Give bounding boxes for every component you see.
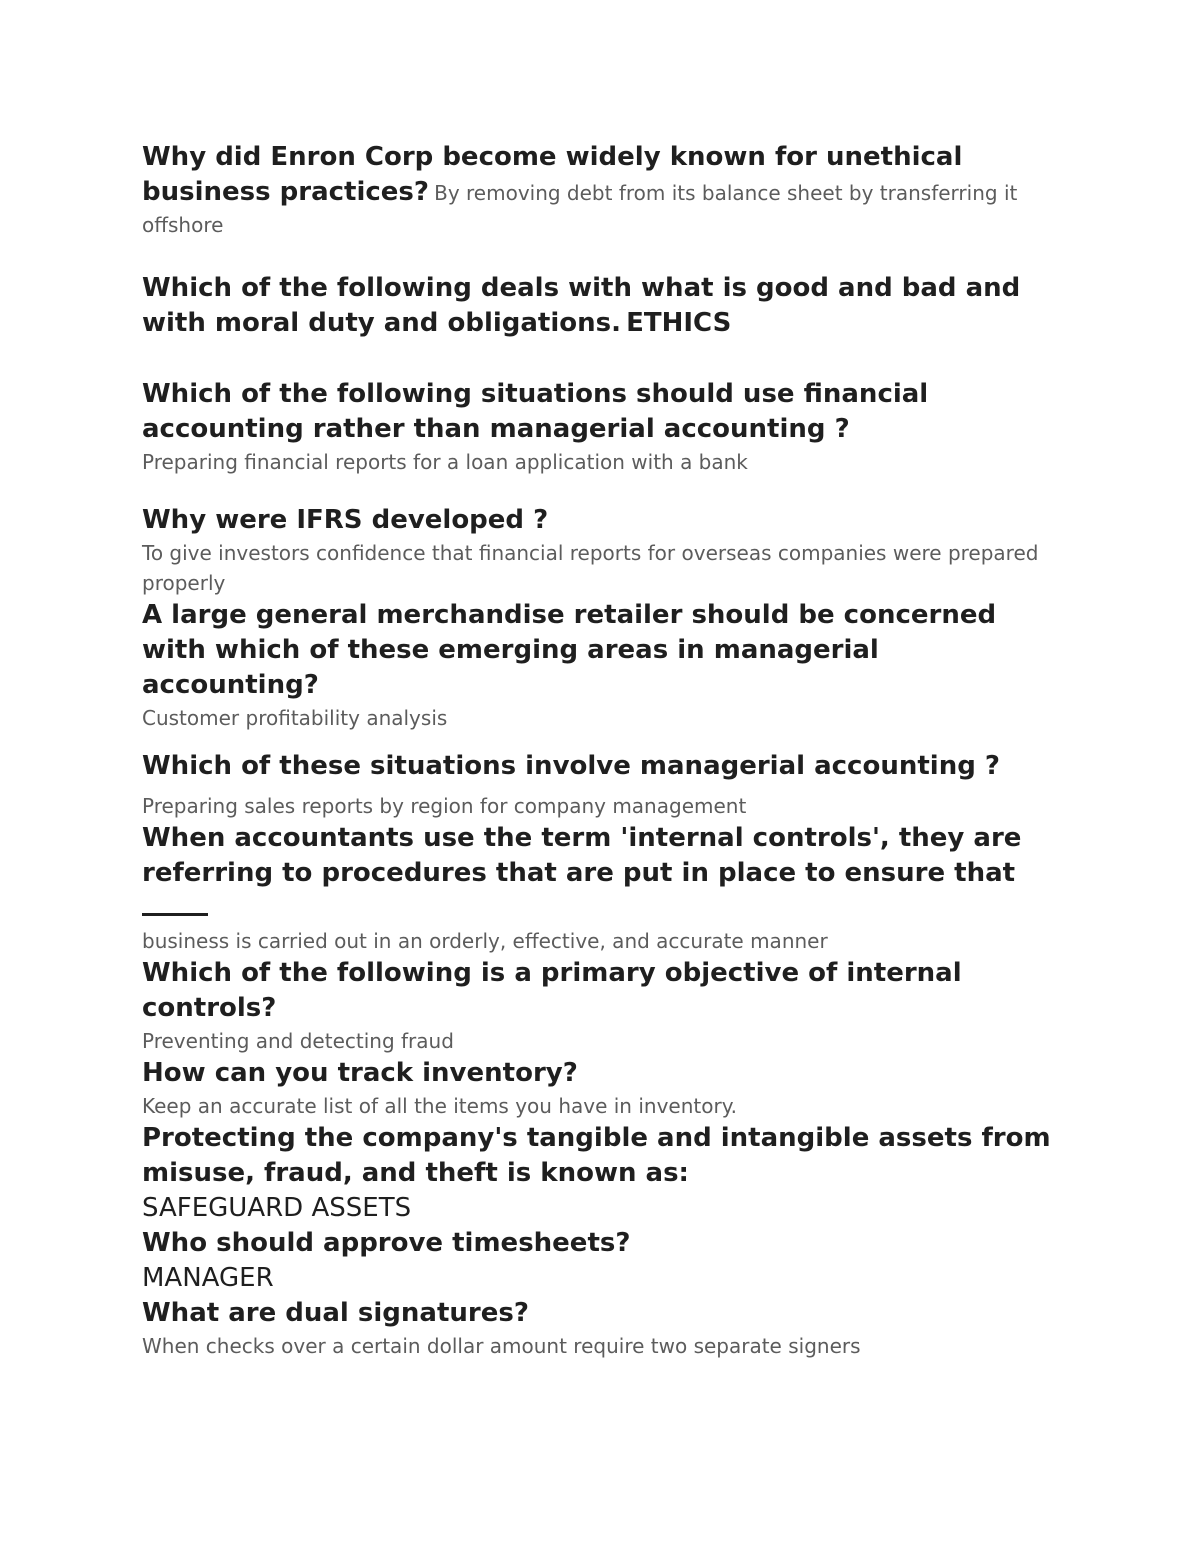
answer-text: Preventing and detecting fraud (142, 1029, 454, 1053)
answer-text: When checks over a certain dollar amount require two separate signers (142, 1334, 861, 1358)
question-text: Why were IFRS developed ? (142, 505, 549, 535)
question-text: Which of the following deals with what is good and bad and with moral duty and obligations. (142, 273, 1021, 338)
qa-item (142, 598, 1062, 733)
question-text: Who should approve timesheets? (142, 1228, 631, 1258)
qa-item (142, 1121, 1062, 1226)
qa-item (142, 271, 1062, 341)
answer-text: Keep an accurate list of all the items you have in inventory. (142, 1094, 738, 1118)
qa-item (142, 503, 1062, 598)
answer-text: SAFEGUARD ASSETS (142, 1193, 412, 1223)
qa-item (142, 1296, 1062, 1361)
blank-underline (142, 913, 208, 916)
answer-text: ETHICS (626, 308, 732, 338)
qa-item (142, 821, 1062, 956)
question-text: Which of the following is a primary objective of internal controls? (142, 958, 962, 1023)
qa-item (142, 1056, 1062, 1121)
document-page (142, 140, 1062, 1361)
question-text: Which of the following situations should use financial accounting rather than managerial accounting ? (142, 379, 929, 444)
qa-item (142, 377, 1062, 477)
qa-item (142, 1226, 1062, 1296)
answer-text: business is carried out in an orderly, effective, and accurate manner (142, 929, 828, 953)
question-text: When accountants use the term 'internal controls', they are referring to procedures that are put in place to ensure that (142, 823, 1022, 888)
question-text: Which of these situations involve managerial accounting ? (142, 751, 1000, 781)
answer-text: By removing debt from its balance sheet by transferring it offshore (142, 181, 1018, 237)
question-text: A large general merchandise retailer should be concerned with which of these emerging areas in managerial accounting? (142, 600, 997, 700)
question-text: How can you track inventory? (142, 1058, 578, 1088)
answer-text: Preparing financial reports for a loan application with a bank (142, 450, 748, 474)
answer-text: To give investors confidence that financial reports for overseas companies were prepared properly (142, 541, 1039, 595)
qa-item (142, 749, 1062, 821)
answer-text: MANAGER (142, 1263, 274, 1293)
fill-in-blank (142, 891, 1062, 926)
qa-item (142, 956, 1062, 1056)
answer-text: Customer profitability analysis (142, 706, 448, 730)
qa-item (142, 140, 1062, 240)
question-text: Protecting the company's tangible and intangible assets from misuse, fraud, and theft is known as: (142, 1123, 1051, 1188)
question-text: Why did Enron Corp become widely known for unethical business practices? (142, 142, 963, 207)
answer-text: Preparing sales reports by region for company management (142, 794, 747, 818)
question-text: What are dual signatures? (142, 1298, 529, 1328)
